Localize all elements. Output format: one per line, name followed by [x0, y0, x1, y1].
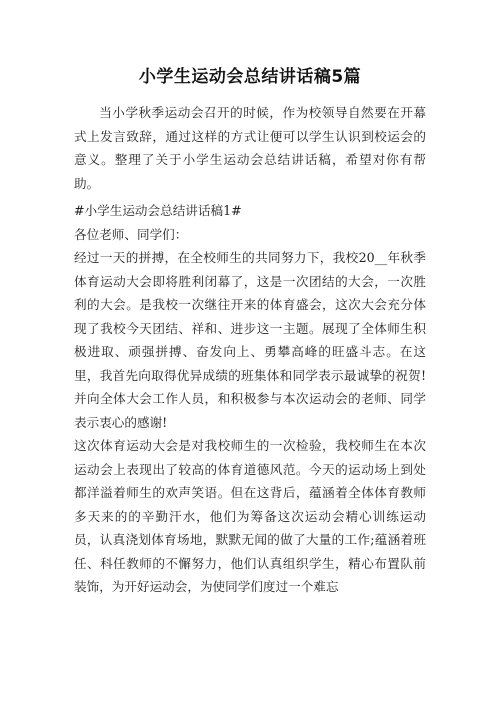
body-paragraph-1: 经过一天的拼搏，在全校师生的共同努力下，我校20__年秋季体育运动大会即将胜利闭幕了，这是一次团结的大会，一次胜利的大会。是我校一次继往开来的体育盛会，这次大会充分体现了我校今天团结、祥和、进步这一主题。展现了全体师生积极进取、顽强拼搏、奋发向上、勇攀高峰的旺盛斗志。在这里，我首先向取得优异成绩的班集体和同学表示最诚挚的祝贺!并向全体大会工作人员，和积极参与本次运动会的老师、同学表示衷心的感谢!: [74, 250, 426, 430]
salutation: 各位老师、同学们：: [74, 226, 188, 242]
document-title: 小学生运动会总结讲话稿5篇: [138, 67, 362, 87]
intro-paragraph: 当小学秋季运动会召开的时候，作为校领导自然要在开幕式上发言致辞，通过这样的方式让便可以学生认识到校运会的意义。整理了关于小学生运动会总结讲话稿，希望对你有帮助。: [74, 105, 426, 191]
body-paragraph-2: 这次体育运动大会是对我校师生的一次检验，我校师生在本次运动会上表现出了较高的体育道德风范。今天的运动场上到处都洋溢着师生的欢声笑语。但在这背后，蕴涵着全体体育教师多天来的的辛勤汗水，他们为筹备这次运动会精心训练运动员，认真浇划体育场地，默默无闻的做了大量的工作;蕴涵着班任、科任教师的不懈努力，他们认真组织学生，精心布置队前装饰，为开好运动会，为使同学们度过一个难忘: [74, 438, 426, 594]
section-heading: #小学生运动会总结讲话稿1#: [74, 203, 242, 218]
